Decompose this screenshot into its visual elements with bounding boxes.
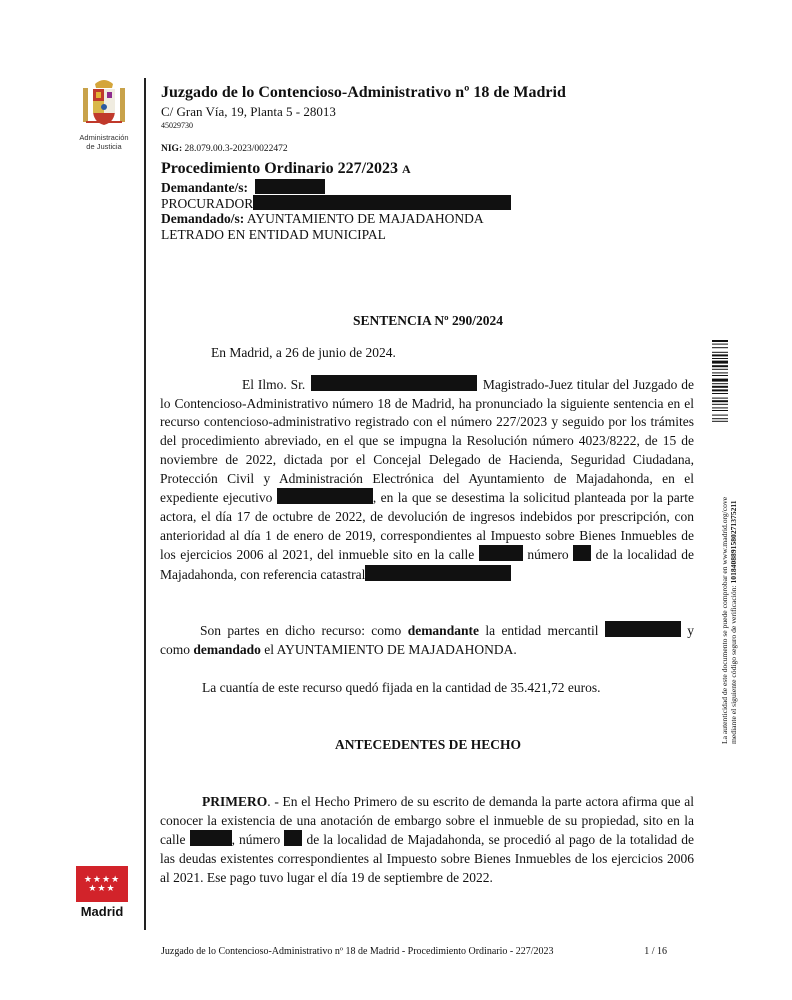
madrid-stars-icon: ★★★★ ★★★ [83,874,121,893]
paragraph-intro [160,375,694,585]
procedure-name: Procedimiento Ordinario 227/2023 [161,160,399,177]
barcode-bar [712,418,728,419]
redaction-box [311,375,477,391]
logo-caption-line2: de Justicia [86,142,122,151]
verification-line2-label: mediante el siguiente código seguro de verificación: [729,585,738,744]
footer-text: Juzgado de lo Contencioso-Administrativo nº 18 de Madrid - Procedimiento Ordinario - 227/2023 [161,946,554,957]
barcode-bar [712,400,728,402]
barcode-bar [712,347,728,348]
barcode-bar [712,393,728,394]
margin-rule [144,78,146,930]
page-number: 1 / 16 [644,946,667,957]
page-footer [161,946,691,957]
barcode-bar [712,386,728,388]
barcode-bar [712,379,728,382]
barcode-bar [712,352,728,353]
p2-demandante: demandante [407,623,479,638]
p2-demandado: demandado [193,641,261,657]
redaction-box [277,488,373,504]
redaction-box [255,179,325,194]
p1-text-c: , en la que se desestima la solicitud planteada por la parte actora, el día 17 de octubre de 2022, de devolución de ingresos indebidos por prescripción, con anterioridad al día 1 de enero de 2019, correspondientes al Impuesto sobre Bienes Inmuebles de los ejercicios 2006 al 2021, del inmueble sito en la calle [160,490,695,563]
barcode-bar [712,358,728,359]
section-title: ANTECEDENTES DE HECHO [334,737,522,752]
demandado-label: Demandado/s: [161,211,245,226]
madrid-flag-icon [76,866,128,902]
paragraph-parties [160,621,694,659]
p1-text-a: El Ilmo. Sr. [242,377,306,392]
p1-text-e: de la localidad de Majadahonda, con referencia catastral [160,547,695,583]
barcode-bar [712,344,728,345]
procedure-suffix: A [402,162,411,176]
barcode-bar [712,415,728,416]
barcode-bar [712,354,728,356]
barcode-bar [712,404,728,405]
p2-text-d: y como [160,623,695,657]
court-name: Juzgado de lo Contencioso-Administrativo nº 18 de Madrid [161,84,566,101]
court-address: C/ Gran Vía, 19, Planta 5 - 28013 [161,104,336,119]
redaction-box [190,830,232,846]
verification-line2 [729,464,738,744]
nig-label: NIG: [161,144,183,154]
madrid-label: Madrid [80,904,124,919]
sentence-title: SENTENCIA Nº 290/2024 [353,313,503,328]
procedure-title [161,160,411,178]
procurador-label: PROCURADOR [161,196,254,211]
redaction-box [605,621,681,637]
verification-stamp [706,340,738,744]
barcode-bar [712,383,728,384]
nig-line [161,144,288,154]
barcode-bar [712,365,728,367]
barcode-bar [712,421,728,422]
barcode-bar [712,389,728,391]
court-code: 45029730 [161,121,193,130]
p4-label: PRIMERO [202,794,268,809]
barcode-bar [712,398,728,399]
p4-text-b: , número [231,832,281,848]
p4-text-a: . - En el Hecho Primero de su escrito de demanda la parte actora afirma que al conocer la existencia de una anotación de embargo sobre el inmueble de su propiedad, sito en la calle [160,794,694,848]
barcode-bar [712,369,728,370]
barcode-bar [712,340,728,342]
p2-text-c: la entidad mercantil [485,623,599,638]
procurador-line [161,195,511,212]
verification-line1: La autenticidad de este documento se puede comprobar en www.madrid.org/cove [720,496,729,744]
barcode-bar [712,407,728,408]
p4-text-c: de la localidad de Majadahonda, se procedió al pago de la totalidad de las deudas existentes correspondientes al Impuesto sobre Bienes Inmuebles de los ejercicios 2006 al 2021. Ese pago tuvo lugar el día 19 de septiembre de 2022. [160,832,694,885]
justicia-logo [74,78,134,151]
verification-text [720,464,738,744]
barcode-bar [712,372,728,373]
demandado-line [161,211,484,227]
nig-value: 28.079.00.3-2023/0022472 [184,144,288,154]
verification-code: 1018408891580271375211 [729,500,738,584]
p1-text-d: número [527,547,569,563]
date-line: En Madrid, a 26 de junio de 2024. [211,345,396,360]
redaction-box [253,195,511,210]
paragraph-primero [160,793,694,888]
demandante-label: Demandante/s: [161,180,248,195]
demandante-line [161,179,325,196]
p2-text-f: el AYUNTAMIENTO DE MAJADAHONDA. [264,641,517,657]
coat-of-arms-icon [82,78,126,128]
demandado-value: AYUNTAMIENTO DE MAJADAHONDA [246,211,484,226]
barcode-bar [712,410,728,411]
logo-caption-line1: Administración [79,133,129,142]
paragraph-amount: La cuantía de este recurso quedó fijada en la cantidad de 35.421,72 euros. [202,680,601,695]
p1-text-b: Magistrado-Juez titular del Juzgado de lo Contencioso-Administrativo número 18 de Madrid, ha pronunciado la siguiente sentencia en el recurso contencioso-administrativo registrado con el número 227/2023 y seguido por los trámites del procedimiento abreviado, en el que se impugna la Resolución número 4023/8222, de 15 de noviembre de 2022, dictada por el Concejal Delegado de Hacienda, Seguridad Ciudadana, Protección Civil y Administración Electrónica del Ayuntamiento de Majadahonda, en el expediente ejecutivo [160,377,695,506]
redaction-box [365,565,511,581]
barcode-bar [712,361,728,364]
barcode-bar [712,375,728,376]
letrado-line: LETRADO EN ENTIDAD MUNICIPAL [161,227,386,242]
barcode-icon [712,340,728,452]
redaction-box [573,545,591,561]
redaction-box [479,545,523,561]
redaction-box [284,830,302,846]
madrid-logo [74,866,130,919]
p2-text-a: Son partes en dicho recurso: como [200,623,402,638]
